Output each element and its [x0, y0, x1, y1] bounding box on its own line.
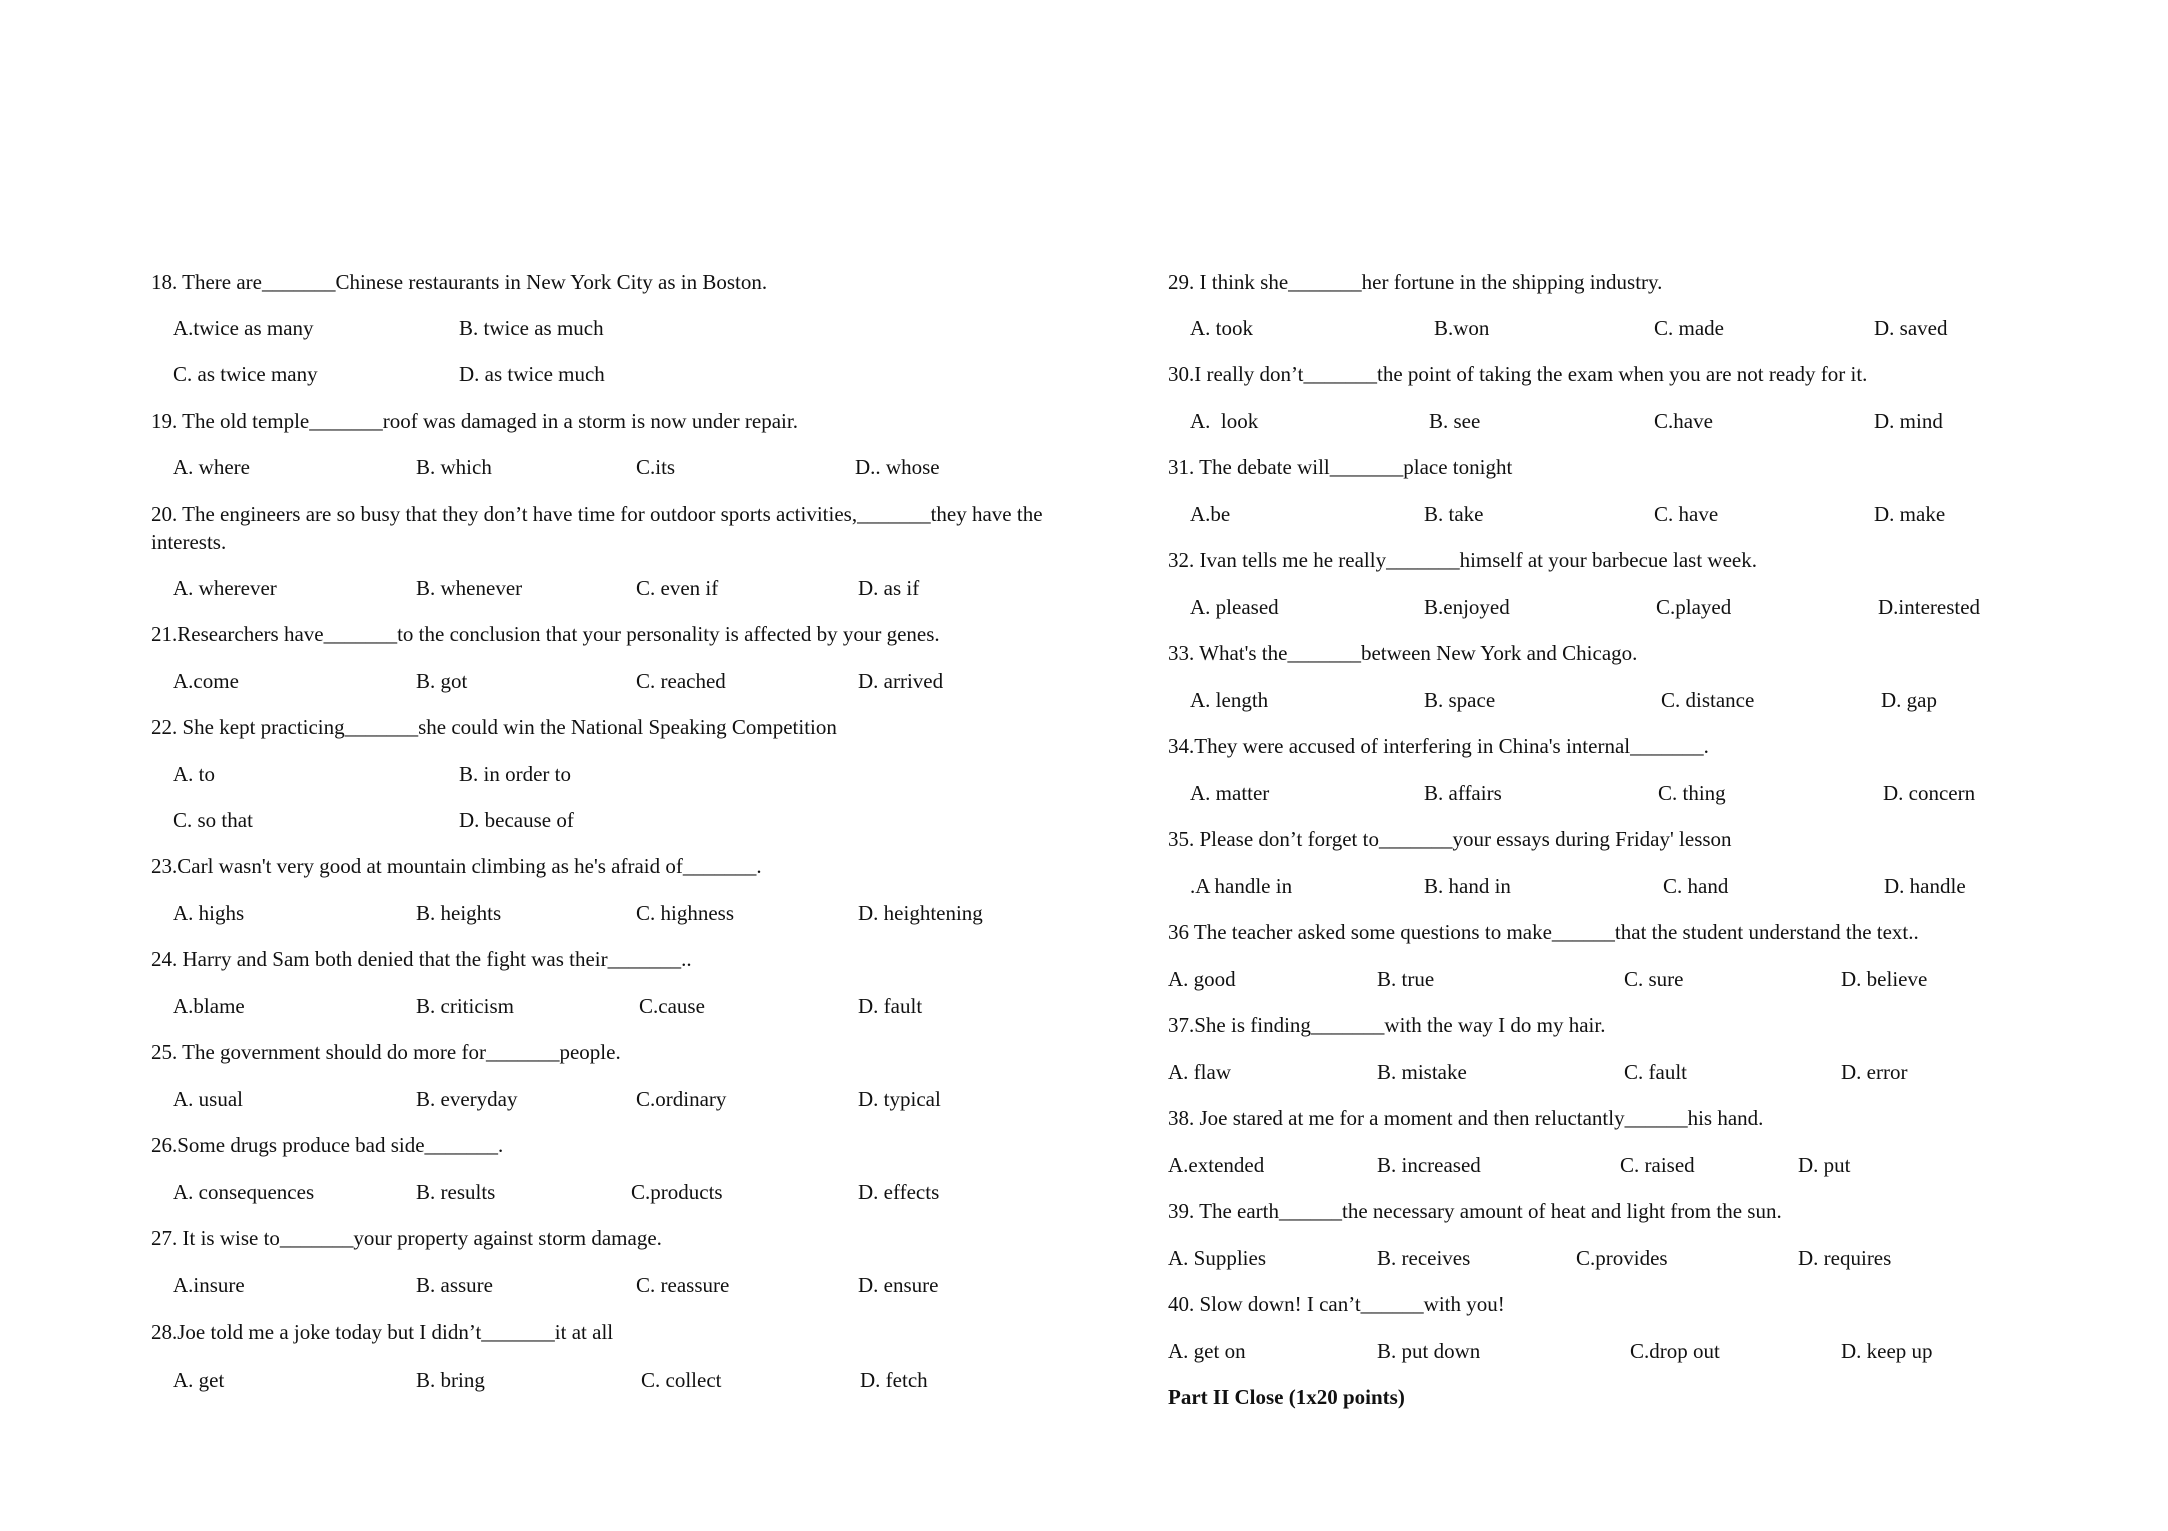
q22-option-b: B. in order to — [459, 762, 571, 786]
q19-option-d: D.. whose — [855, 455, 940, 479]
q26-option-a: A. consequences — [173, 1180, 315, 1204]
part-two-heading: Part II Close (1x20 points) — [1168, 1385, 1405, 1409]
q21-option-a: A.come — [173, 669, 239, 693]
q25-option-c: C.ordinary — [636, 1087, 727, 1111]
q40-option-b: B. put down — [1377, 1339, 1481, 1363]
q26-option-b: B. results — [416, 1180, 496, 1204]
q39-option-a: A. Supplies — [1168, 1246, 1267, 1270]
q22-option-a: A. to — [173, 762, 215, 786]
question-32: 32. Ivan tells me he really_______himself at your barbecue last week. — [1168, 548, 1757, 572]
q25-option-d: D. typical — [858, 1087, 941, 1111]
q28-option-c: C. collect — [641, 1368, 722, 1392]
question-37: 37.She is finding_______with the way I do my hair. — [1168, 1013, 1606, 1037]
q39-option-d: D. requires — [1798, 1246, 1892, 1270]
q30-option-b: B. see — [1429, 409, 1481, 433]
q27-option-a: A.insure — [173, 1273, 245, 1297]
q30-option-c: C.have — [1654, 409, 1713, 433]
q40-option-d: D. keep up — [1841, 1339, 1933, 1363]
q20-option-a: A. wherever — [173, 576, 277, 600]
q40-option-c: C.drop out — [1630, 1339, 1720, 1363]
q24-option-a: A.blame — [173, 994, 245, 1018]
q37-option-c: C. fault — [1624, 1060, 1687, 1084]
q24-option-d: D. fault — [858, 994, 923, 1018]
question-26: 26.Some drugs produce bad side_______. — [151, 1133, 504, 1157]
question-35: 35. Please don’t forget to_______your essays during Friday' lesson — [1168, 827, 1732, 851]
question-36: 36 The teacher asked some questions to make______that the student understand the text.. — [1168, 920, 1919, 944]
q18-option-a: A.twice as many — [173, 316, 314, 340]
q23-option-a: A. highs — [173, 901, 245, 925]
question-29: 29. I think she_______her fortune in the shipping industry. — [1168, 270, 1663, 294]
q38-option-d: D. put — [1798, 1153, 1851, 1177]
question-24: 24. Harry and Sam both denied that the fight was their_______.. — [151, 947, 692, 971]
question-21: 21.Researchers have_______to the conclusion that your personality is affected by your genes. — [151, 622, 940, 646]
q29-option-b: B.won — [1434, 316, 1490, 340]
q26-option-c: C.products — [631, 1180, 723, 1204]
q21-option-c: C. reached — [636, 669, 726, 693]
question-22: 22. She kept practicing_______she could win the National Speaking Competition — [151, 715, 837, 739]
q34-option-b: B. affairs — [1424, 781, 1502, 805]
q29-option-c: C. made — [1654, 316, 1724, 340]
q36-option-d: D. believe — [1841, 967, 1928, 991]
q27-option-b: B. assure — [416, 1273, 493, 1297]
q37-option-d: D. error — [1841, 1060, 1908, 1084]
q21-option-b: B. got — [416, 669, 468, 693]
question-31: 31. The debate will_______place tonight — [1168, 455, 1513, 479]
q25-option-a: A. usual — [173, 1087, 243, 1111]
q21-option-d: D. arrived — [858, 669, 944, 693]
q36-option-a: A. good — [1168, 967, 1236, 991]
question-34: 34.They were accused of interfering in China's internal_______. — [1168, 734, 1709, 758]
q18-option-c: C. as twice many — [173, 362, 318, 386]
q29-option-d: D. saved — [1874, 316, 1948, 340]
q33-option-c: C. distance — [1661, 688, 1755, 712]
q28-option-d: D. fetch — [860, 1368, 928, 1392]
question-18: 18. There are_______Chinese restaurants in New York City as in Boston. — [151, 270, 768, 294]
q39-option-c: C.provides — [1576, 1246, 1668, 1270]
q29-option-a: A. took — [1190, 316, 1253, 340]
q35-option-d: D. handle — [1884, 874, 1966, 898]
question-30: 30.I really don’t_______the point of taking the exam when you are not ready for it. — [1168, 362, 1868, 386]
question-27: 27. It is wise to_______your property against storm damage. — [151, 1226, 662, 1250]
q23-option-c: C. highness — [636, 901, 735, 925]
q36-option-b: B. true — [1377, 967, 1435, 991]
q31-option-c: C. have — [1654, 502, 1719, 526]
q33-option-d: D. gap — [1881, 688, 1937, 712]
q25-option-b: B. everyday — [416, 1087, 518, 1111]
q35-option-a: .A handle in — [1190, 874, 1293, 898]
q34-option-c: C. thing — [1658, 781, 1726, 805]
q18-option-b: B. twice as much — [459, 316, 604, 340]
q30-option-d: D. mind — [1874, 409, 1943, 433]
q18-option-d: D. as twice much — [459, 362, 605, 386]
q33-option-b: B. space — [1424, 688, 1496, 712]
question-39: 39. The earth______the necessary amount of heat and light from the sun. — [1168, 1199, 1782, 1223]
q27-option-c: C. reassure — [636, 1273, 730, 1297]
question-28: 28.Joe told me a joke today but I didn’t_______it at all — [151, 1320, 614, 1344]
q36-option-c: C. sure — [1624, 967, 1684, 991]
q32-option-b: B.enjoyed — [1424, 595, 1510, 619]
q22-option-c: C. so that — [173, 808, 253, 832]
q24-option-b: B. criticism — [416, 994, 514, 1018]
q27-option-d: D. ensure — [858, 1273, 939, 1297]
question-38: 38. Joe stared at me for a moment and then reluctantly______his hand. — [1168, 1106, 1764, 1130]
q40-option-a: A. get on — [1168, 1339, 1246, 1363]
question-20: 20. The engineers are so busy that they don’t have time for outdoor sports activities,_______they have the interests. — [151, 502, 1043, 554]
q19-option-b: B. which — [416, 455, 492, 479]
q20-option-d: D. as if — [858, 576, 920, 600]
q38-option-b: B. increased — [1377, 1153, 1481, 1177]
q35-option-c: C. hand — [1663, 874, 1729, 898]
question-25: 25. The government should do more for_______people. — [151, 1040, 621, 1064]
q33-option-a: A. length — [1190, 688, 1269, 712]
q34-option-a: A. matter — [1190, 781, 1270, 805]
q37-option-a: A. flaw — [1168, 1060, 1231, 1084]
q38-option-c: C. raised — [1620, 1153, 1695, 1177]
q31-option-a: A.be — [1190, 502, 1231, 526]
q30-option-a: A. look — [1190, 409, 1259, 433]
q32-option-a: A. pleased — [1190, 595, 1279, 619]
question-40: 40. Slow down! I can’t______with you! — [1168, 1292, 1505, 1316]
q22-option-d: D. because of — [459, 808, 574, 832]
q20-option-c: C. even if — [636, 576, 719, 600]
q23-option-b: B. heights — [416, 901, 502, 925]
q34-option-d: D. concern — [1883, 781, 1976, 805]
q35-option-b: B. hand in — [1424, 874, 1511, 898]
q31-option-d: D. make — [1874, 502, 1946, 526]
q28-option-a: A. get — [173, 1368, 225, 1392]
q31-option-b: B. take — [1424, 502, 1484, 526]
question-19: 19. The old temple_______roof was damaged in a storm is now under repair. — [151, 409, 798, 433]
q39-option-b: B. receives — [1377, 1246, 1471, 1270]
q19-option-c: C.its — [636, 455, 676, 479]
q24-option-c: C.cause — [639, 994, 705, 1018]
q19-option-a: A. where — [173, 455, 250, 479]
q26-option-d: D. effects — [858, 1180, 940, 1204]
q32-option-d: D.interested — [1878, 595, 1981, 619]
q32-option-c: C.played — [1656, 595, 1732, 619]
q37-option-b: B. mistake — [1377, 1060, 1467, 1084]
q28-option-b: B. bring — [416, 1368, 485, 1392]
question-23: 23.Carl wasn't very good at mountain climbing as he's afraid of_______. — [151, 854, 762, 878]
q20-option-b: B. whenever — [416, 576, 523, 600]
q23-option-d: D. heightening — [858, 901, 983, 925]
question-33: 33. What's the_______between New York and Chicago. — [1168, 641, 1638, 665]
q38-option-a: A.extended — [1168, 1153, 1265, 1177]
